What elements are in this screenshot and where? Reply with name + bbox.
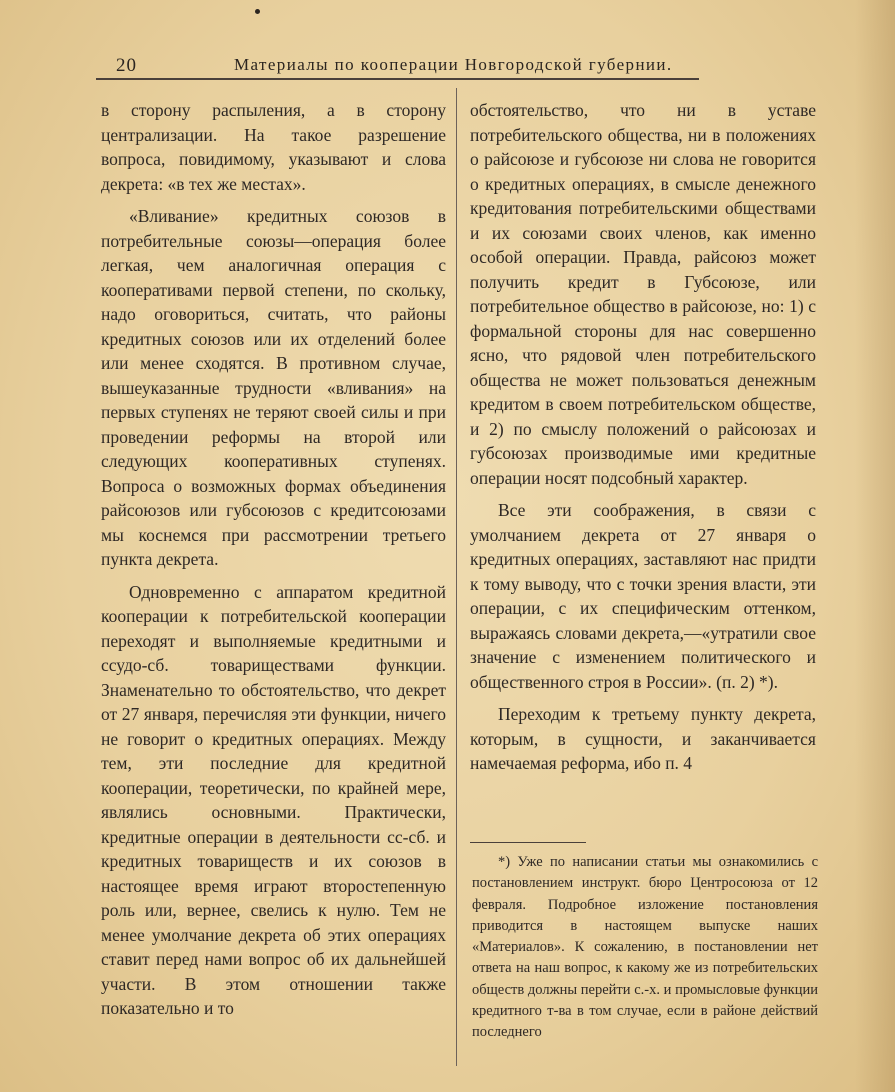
right-column — [470, 98, 816, 776]
footnote-rule — [470, 842, 586, 843]
ink-speck — [255, 9, 260, 14]
paragraph: в сторону распыления, а в сторону централизации. На такое разрешение вопроса, повидимому, указывают и слова декрета: «в тех же местах». — [101, 100, 446, 194]
footnote-text: *) Уже по написании статьи мы ознакомились с постановлением инструкт. бюро Центросоюза от 12 февраля. Подробное изложение постановления приводится в настоящем выпуске наших «Материалов». К сожалению, в постановлении нет ответа на наш вопрос, к какому же из потребительских обществ должны перейти с.-х. и промысловые функции кредитного т-ва в том случае, если в районе действий последнего — [472, 854, 818, 1041]
page-header — [96, 52, 699, 80]
header-rule — [96, 78, 699, 80]
running-title: Материалы по кооперации Новгородской губернии. — [234, 55, 673, 74]
page-edge-shadow — [855, 0, 895, 1092]
page-number: 20 — [116, 55, 137, 76]
paragraph: обстоятельство, что ни в уставе потребительского общества, ни в положениях о райсоюзе и губсоюзе ни слова не говорится о кредитных операциях, в смысле денежного кредитования потребительскими обществами и их союзами своих членов, как именно особой операции. Правда, райсоюз может получить кредит в Губсоюзе, или потребительное общество в райсоюзе, но: 1) с формальной стороны для нас совершенно ясно, что рядовой член потребительского общества не может пользоваться денежным кредитом в своем потребительском обществе, и 2) по смыслу положений о райсоюзах и губсоюзах производимые ими кредитные операции носят подсобный характер. — [470, 100, 816, 488]
left-column — [101, 98, 446, 1021]
column-divider — [456, 88, 457, 1066]
paragraph: Одновременно с аппаратом кредитной кооперации к потребительской кооперации переходят и выполняемые кредитными и ссудо-сб. товариществами функции. Знаменательно то обстоятельство, что декрет от 27 января, перечисляя эти функции, ничего не говорит о кредитных операциях. Между тем, эти последние для кредитной кооперации, теоретически, по крайней мере, являлись основными. Практически, кредитные операции в деятельности сс-сб. и кредитных товариществ и их союзов в настоящее время играют второстепенную роль или, вернее, свелись к нулю. Тем не менее умолчание декрета об этих операциях ставит перед нами вопрос об их дальнейшей участи. В этом отношении также показательно и то — [101, 581, 446, 1018]
paragraph: «Вливание» кредитных союзов в потребительные союзы—операция более легкая, чем аналогичная операция с кооперативами первой степени, по скольку, надо оговориться, считать, что районы кредитных союзов или их отделений более или менее сходятся. В противном случае, вышеуказанные трудности «вливания» на первых ступенях не теряют своей силы и при проведении реформы на второй или следующих кооперативных ступенях. Вопроса о возможных формах объединения райсоюзов или губсоюзов с кредитсоюзами мы коснемся при рассмотрении третьего пункта декрета. — [101, 206, 446, 569]
paragraph: Все эти соображения, в связи с умолчанием декрета от 27 января о кредитных операциях, заставляют нас придти к тому выводу, что с точки зрения власти, эти операции, с их специфическим оттенком, выражаясь словами декрета,—«утратили свое значение с изменением политического и общественного строя в России». (п. 2) *). — [470, 500, 816, 692]
paragraph: Переходим к третьему пункту декрета, которым, в сущности, и заканчивается намечаемая реформа, ибо п. 4 — [470, 704, 816, 773]
footnote — [472, 852, 818, 1044]
